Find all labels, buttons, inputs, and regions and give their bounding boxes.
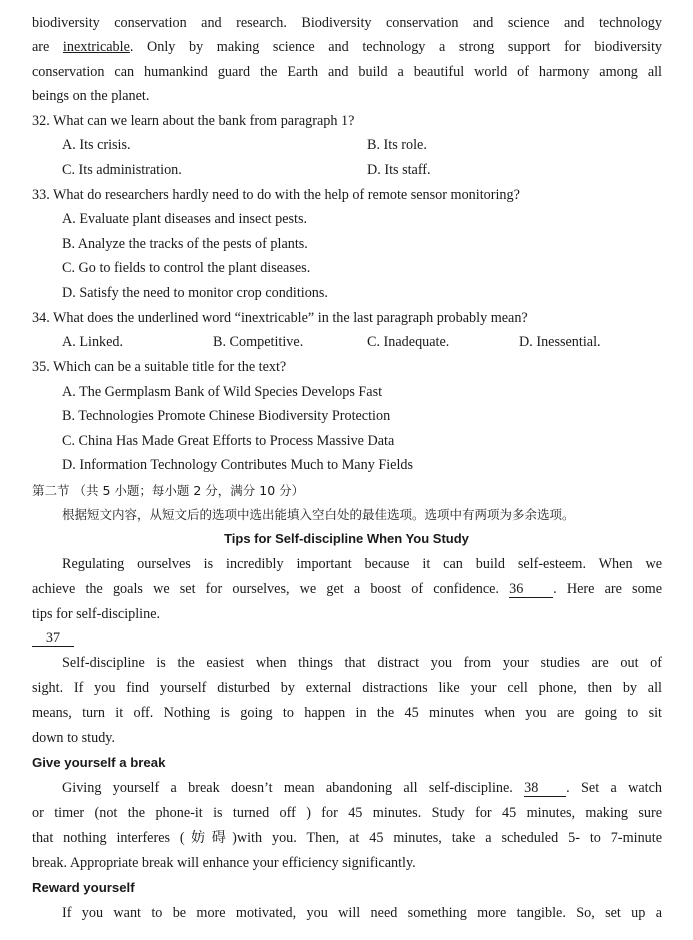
answer-option: D. Inessential.	[519, 334, 601, 350]
section-instruction: 根据短文内容，从短文后的选项中选出能填入空白处的最佳选项。选项中有两项为多余选项。	[62, 507, 575, 522]
answer-option: C. China Has Made Great Efforts to Process Massive Data	[62, 433, 395, 449]
article-line: or timer (not the phone-it is turned off ) for 45 minutes. Study for 45 minutes, making sure	[32, 805, 662, 821]
text-run: Giving yourself a break doesn’t mean abandoning all self-discipline.	[62, 780, 525, 796]
underlined-word: inextricable	[62, 39, 130, 55]
text-run: achieve the goals we set for ourselves, we get a boost of confidence.	[32, 581, 510, 597]
answer-option: A. Evaluate plant diseases and insect pests.	[62, 211, 308, 227]
question-stem: 33. What do researchers hardly need to do with the help of remote sensor monitoring?	[32, 187, 520, 203]
text-run: are	[32, 39, 63, 55]
answer-option: C. Go to fields to control the plant diseases.	[62, 260, 311, 276]
question-stem: 35. Which can be a suitable title for the text?	[32, 359, 287, 375]
article-title: Tips for Self-discipline When You Study	[224, 531, 469, 546]
article-line: Self-discipline is the easiest when things that distract you from your studies are out of	[62, 655, 662, 671]
answer-option: B. Analyze the tracks of the pests of plants.	[62, 236, 308, 252]
text-run: . Only by making science and technology a strong support for biodiversity	[129, 39, 662, 55]
question-stem: 32. What can we learn about the bank from paragraph 1?	[32, 113, 355, 129]
article-line	[62, 779, 662, 797]
passage-line	[32, 38, 662, 56]
answer-option: C. Its administration.	[62, 162, 182, 178]
article-line: down to study.	[32, 730, 116, 746]
article-line: break. Appropriate break will enhance your efficiency significantly.	[32, 855, 416, 871]
answer-option: B. Its role.	[367, 137, 427, 153]
text-run: . Set a watch	[566, 780, 662, 796]
answer-option: A. Its crisis.	[62, 137, 131, 153]
blank-36: 36	[509, 582, 553, 598]
answer-option: A. The Germplasm Bank of Wild Species Develops Fast	[62, 384, 383, 400]
article-line: that nothing interferes (妨碍)with you. Then, at 45 minutes, take a scheduled 5- to 7-minute	[32, 830, 662, 846]
answer-option: A. Linked.	[62, 334, 124, 350]
answer-option: B. Technologies Promote Chinese Biodiversity Protection	[62, 408, 391, 424]
passage-line: beings on the planet.	[32, 88, 150, 104]
question-stem: 34. What does the underlined word “inextricable” in the last paragraph probably mean?	[32, 310, 528, 326]
article-line: tips for self-discipline.	[32, 606, 161, 622]
article-line: sight. If you find yourself disturbed by external distractions like your cell phone, then by all	[32, 680, 662, 696]
blank-38: 38	[524, 781, 566, 797]
article-line: Regulating ourselves is incredibly important because it can build self-esteem. When we	[62, 556, 662, 572]
answer-option: D. Information Technology Contributes Much to Many Fields	[62, 457, 414, 473]
text-run: . Here are some	[553, 581, 662, 597]
answer-option: C. Inadequate.	[367, 334, 450, 350]
passage-line: biodiversity conservation and research. Biodiversity conservation and science and technology	[32, 15, 662, 31]
answer-option: B. Competitive.	[213, 334, 304, 350]
answer-option: D. Satisfy the need to monitor crop conditions.	[62, 285, 328, 301]
section-heading: 第二节 （共 5 小题；每小题 2 分，满分 10 分）	[32, 483, 305, 498]
answer-option: D. Its staff.	[367, 162, 431, 178]
article-line	[32, 629, 662, 647]
article-line: If you want to be more motivated, you will need something more tangible. So, set up a	[62, 905, 662, 921]
passage-line: conservation can humankind guard the Earth and build a beautiful world of harmony among all	[32, 64, 662, 80]
blank-37: 37	[32, 631, 74, 647]
article-line: means, turn it off. Nothing is going to happen in the 45 minutes when you are going to sit	[32, 705, 662, 721]
subheading: Give yourself a break	[32, 755, 166, 770]
subheading: Reward yourself	[32, 880, 135, 895]
article-line	[32, 580, 662, 598]
